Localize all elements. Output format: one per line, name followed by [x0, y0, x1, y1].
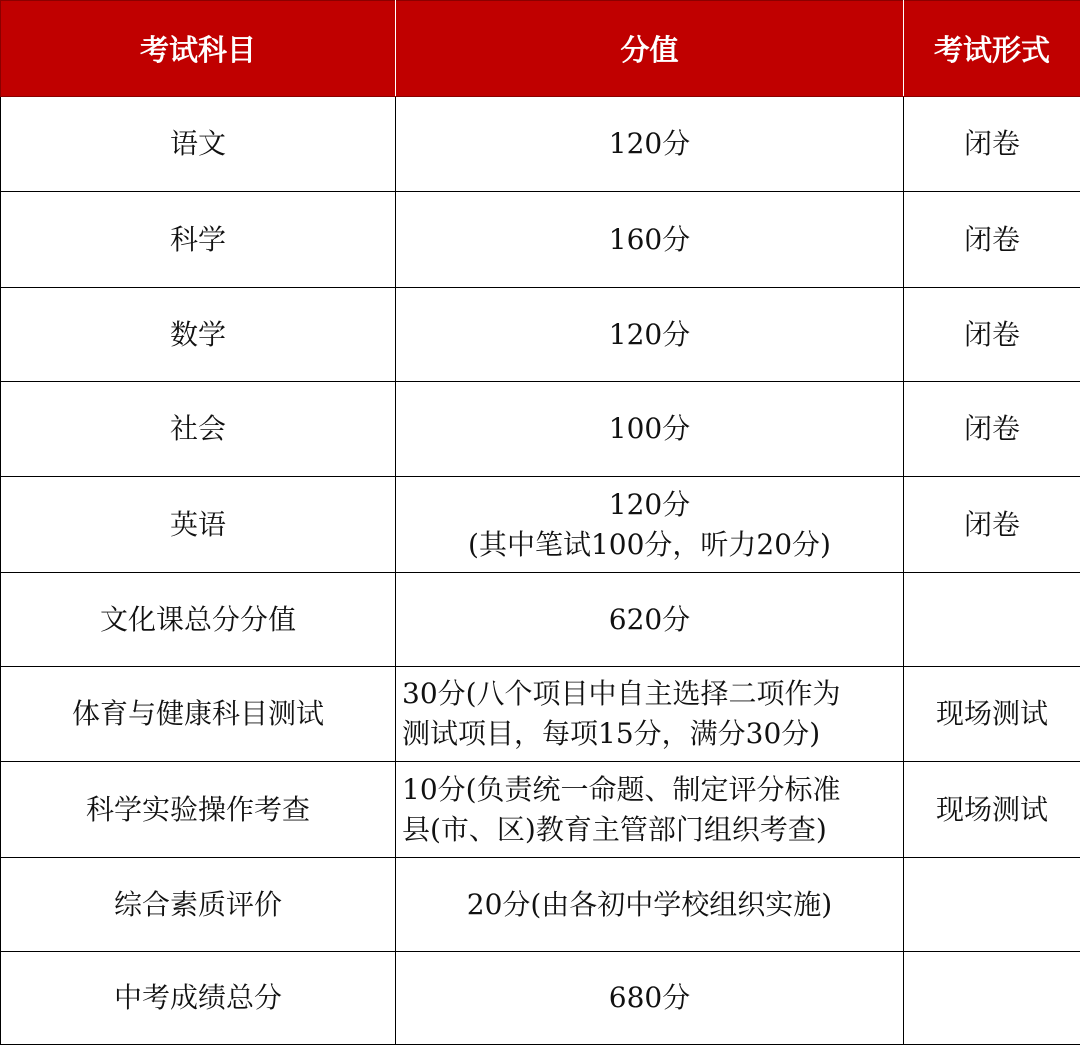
cell-format: [904, 952, 1080, 1045]
table-header-row: [1, 1, 1080, 97]
table-row: [1, 762, 1080, 858]
table-row: [1, 573, 1080, 667]
header-format: 考试形式: [904, 1, 1080, 97]
cell-subject: 体育与健康科目测试: [1, 667, 396, 762]
cell-format: [904, 858, 1080, 952]
table-row: [1, 477, 1080, 573]
cell-subject: 数学: [1, 288, 396, 382]
cell-format: 闭卷: [904, 192, 1080, 288]
cell-subject: 英语: [1, 477, 396, 573]
cell-subject: 中考成绩总分: [1, 952, 396, 1045]
cell-score: 20分(由各初中学校组织实施): [396, 858, 904, 952]
cell-format: 闭卷: [904, 97, 1080, 192]
table-row: [1, 952, 1080, 1045]
header-score: 分值: [396, 1, 904, 97]
cell-subject: 综合素质评价: [1, 858, 396, 952]
table-row: [1, 382, 1080, 477]
cell-score: 30分(八个项目中自主选择二项作为 测试项目，每项15分，满分30分): [396, 667, 904, 762]
cell-score: 680分: [396, 952, 904, 1045]
cell-format: 闭卷: [904, 477, 1080, 573]
cell-format: 现场测试: [904, 667, 1080, 762]
header-subject: 考试科目: [1, 1, 396, 97]
table-row: [1, 192, 1080, 288]
cell-score: 120分: [396, 288, 904, 382]
cell-format: 闭卷: [904, 288, 1080, 382]
cell-score: 120分: [396, 97, 904, 192]
cell-score: 160分: [396, 192, 904, 288]
cell-score: 10分(负责统一命题、制定评分标准 县(市、区)教育主管部门组织考查): [396, 762, 904, 858]
cell-subject: 科学实验操作考查: [1, 762, 396, 858]
cell-subject: 语文: [1, 97, 396, 192]
cell-subject: 科学: [1, 192, 396, 288]
table-row: [1, 288, 1080, 382]
cell-format: [904, 573, 1080, 667]
cell-score: 100分: [396, 382, 904, 477]
cell-subject: 社会: [1, 382, 396, 477]
cell-format: 闭卷: [904, 382, 1080, 477]
cell-subject: 文化课总分分值: [1, 573, 396, 667]
table-row: [1, 97, 1080, 192]
table-row: [1, 858, 1080, 952]
cell-score: 120分 (其中笔试100分，听力20分): [396, 477, 904, 573]
table-row: [1, 667, 1080, 762]
cell-format: 现场测试: [904, 762, 1080, 858]
cell-score: 620分: [396, 573, 904, 667]
